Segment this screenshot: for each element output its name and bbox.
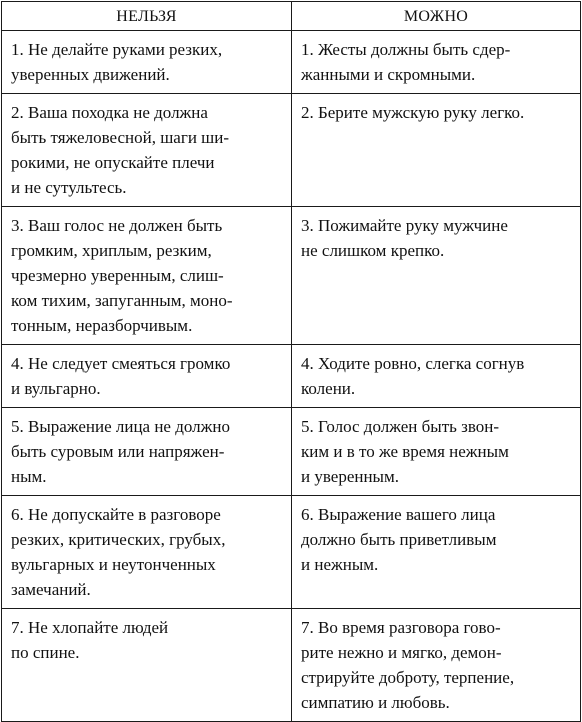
cell-text-line: жанными и скромными. [301,65,476,84]
cell-cannot [2,94,292,207]
cell-text-line: 1. Не делайте руками резких, [11,40,223,59]
table-row [2,345,581,408]
header-cannot: НЕЛЬЗЯ [2,2,292,31]
rules-body [2,31,581,722]
cell-text-line: 4. Ходите ровно, слегка согнув [301,354,525,373]
cell-text-line: не слишком крепко. [301,241,445,260]
cell-can [292,94,581,207]
cell-text-line: 3. Пожимайте руку мужчине [301,216,508,235]
cell-text-line: 7. Во время разговора гово- [301,618,501,637]
cell-text-line: 6. Не допускайте в разговоре [11,505,221,524]
cell-text-line: ким и в то же время нежным [301,442,509,461]
cell-text-line: симпатию и любовь. [301,693,450,712]
cell-can [292,345,581,408]
cell-text-line: чрезмерно уверенным, слиш- [11,266,224,285]
cell-text-line: 5. Голос должен быть звон- [301,417,500,436]
cell-cannot [2,207,292,345]
cell-text-line: 5. Выражение лица не должно [11,417,230,436]
cell-text-line: рокими, не опускайте плечи [11,153,215,172]
header-can: МОЖНО [292,2,581,31]
cell-text-line: по спине. [11,643,80,662]
cell-text-line: быть суровым или напряжен- [11,442,225,461]
table-row [2,609,581,722]
cell-text-line: 2. Ваша походка не должна [11,103,208,122]
table-row [2,496,581,609]
cell-can [292,496,581,609]
cell-text-line: и нежным. [301,555,379,574]
cell-text-line: стрируйте доброту, терпение, [301,668,515,687]
cell-text-line: и вульгарно. [11,379,101,398]
cell-cannot [2,609,292,722]
cell-cannot [2,408,292,496]
cell-text-line: ком тихим, запуганным, моно- [11,291,233,310]
cell-text-line: 6. Выражение вашего лица [301,505,496,524]
cell-text-line: ным. [11,467,47,486]
cell-text-line: 4. Не следует смеяться громко [11,354,231,373]
cell-text-line: резких, критических, грубых, [11,530,226,549]
cell-text-line: громким, хриплым, резким, [11,241,212,260]
cell-text-line: 7. Не хлопайте людей [11,618,169,637]
cell-text-line: и уверенным. [301,467,399,486]
cell-cannot [2,496,292,609]
cell-can [292,31,581,94]
cell-text-line: быть тяжеловесной, шаги ши- [11,128,230,147]
cell-cannot [2,31,292,94]
table-row [2,207,581,345]
cell-text-line: и не сутультесь. [11,178,127,197]
cell-text-line: рите нежно и мягко, демон- [301,643,502,662]
cell-can [292,408,581,496]
cell-text-line: должно быть приветливым [301,530,497,549]
header-row [2,2,581,31]
cell-text-line: колени. [301,379,356,398]
cell-text-line: тонным, неразборчивым. [11,316,193,335]
cell-text-line: 1. Жесты должны быть сдер- [301,40,511,59]
cell-cannot [2,345,292,408]
cell-can [292,609,581,722]
cell-text-line: 3. Ваш голос не должен быть [11,216,223,235]
table-row [2,408,581,496]
cell-text-line: 2. Берите мужскую руку легко. [301,103,525,122]
cell-text-line: вульгарных и неутонченных [11,555,216,574]
rules-table [1,1,581,722]
table-row [2,31,581,94]
cell-text-line: замечаний. [11,580,91,599]
cell-can [292,207,581,345]
table-row [2,94,581,207]
cell-text-line: уверенных движений. [11,65,170,84]
